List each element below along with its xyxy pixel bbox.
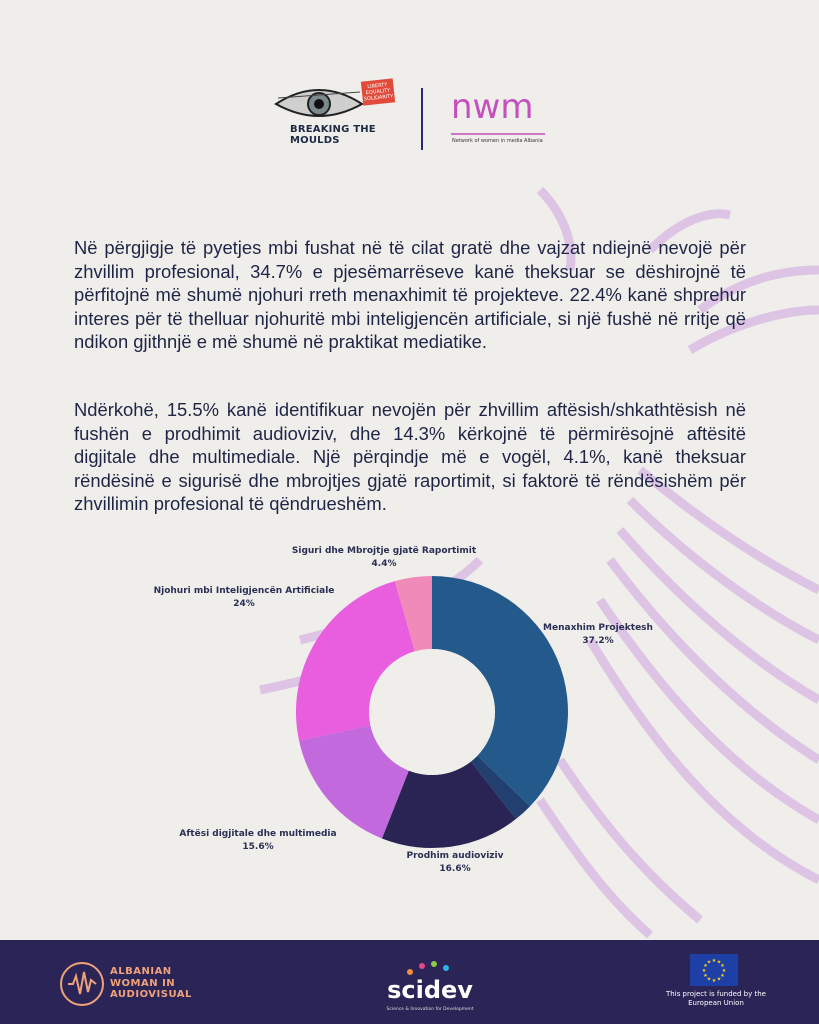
- donut-hole: [369, 649, 495, 775]
- svg-text:★: ★: [703, 963, 708, 969]
- svg-text:★: ★: [711, 978, 717, 984]
- slice-value-2: 16.6%: [439, 864, 471, 874]
- slice-label-2: Prodhim audioviziv: [406, 851, 504, 861]
- slice-label-5: Siguri dhe Mbrojtje gjatë Raportimit: [291, 546, 477, 556]
- awa-logo: [60, 962, 200, 1008]
- svg-text:★: ★: [716, 959, 722, 966]
- svg-text:★: ★: [701, 968, 707, 974]
- awa-waveform-icon: [60, 962, 104, 1006]
- svg-text:★: ★: [706, 959, 712, 966]
- scidev-subtitle: Science & Innovation for Development: [386, 1007, 474, 1012]
- scidev-dots-icon: [402, 958, 458, 978]
- slice-value-4: 24%: [233, 599, 255, 609]
- svg-text:★: ★: [706, 976, 712, 983]
- slice-label-1: Menaxhim Projektesh: [543, 623, 653, 633]
- eu-funding-text: This project is funded by the European Union: [666, 990, 766, 1007]
- breaking-the-moulds-text: BREAKING THE MOULDS: [290, 124, 376, 146]
- slice-value-3: 15.6%: [242, 842, 274, 852]
- liberty-badge: LIBERTY EQUALITY SOLIDARITY: [361, 78, 395, 105]
- nwm-subtitle: Network of women in media Albania: [452, 138, 543, 144]
- slice-value-1: 37.2%: [582, 636, 614, 646]
- slice-value-5: 4.4%: [371, 559, 397, 569]
- svg-text:★: ★: [716, 976, 722, 983]
- awa-logo-text: ALBANIAN WOMAN IN AUDIOVISUAL: [110, 966, 192, 1000]
- slice-label-4: Njohuri mbi Inteligjencën Artificiale: [153, 586, 335, 596]
- scidev-logo: [380, 956, 490, 1016]
- svg-text:★: ★: [711, 958, 717, 964]
- svg-text:★: ★: [720, 963, 725, 969]
- eu-funding: [666, 952, 786, 1022]
- slice-label-3: Aftësi digjitale dhe multimedia: [179, 829, 337, 839]
- nwm-logo-text: nwm: [451, 87, 534, 127]
- footer: [0, 940, 819, 1024]
- scidev-name: scidev: [387, 976, 473, 1004]
- svg-text:★: ★: [720, 973, 725, 979]
- body-paragraph-1: Në përgjigje të pyetjes mbi fushat në të cilat gratë dhe vajzat ndiejnë nevojë për zhvillim profesional, 34.7% e pjesëmarrëseve kanë theksuar se dëshirojnë të përfitojnë më shumë njohuri rreth menaxhimit të projekteve. 22.4% kanë shprehur interes për të thelluar njohuritë mbi inteligjencën artificiale, si një fushë në rritje që ndikon gjithnjë e më shumë në praktikat mediatike.: [74, 237, 746, 352]
- body-paragraph-2: Ndërkohë, 15.5% kanë identifikuar nevojën për zhvillim aftësish/shkathtësish në fushën e prodhimit audioviziv, dhe 14.3% kërkojnë të përmirësojnë aftësitë digjitale dhe multimediale. Një përqindje më e vogël, 4.1%, kanë theksuar rëndësinë e sigurisë dhe mbrojtjes gjatë raportimit, si faktorë të rëndësishëm për zhvillimin profesional të qëndrueshëm.: [74, 399, 746, 514]
- svg-text:★: ★: [703, 973, 708, 979]
- eu-flag-icon: [690, 954, 738, 986]
- svg-text:★: ★: [721, 968, 727, 974]
